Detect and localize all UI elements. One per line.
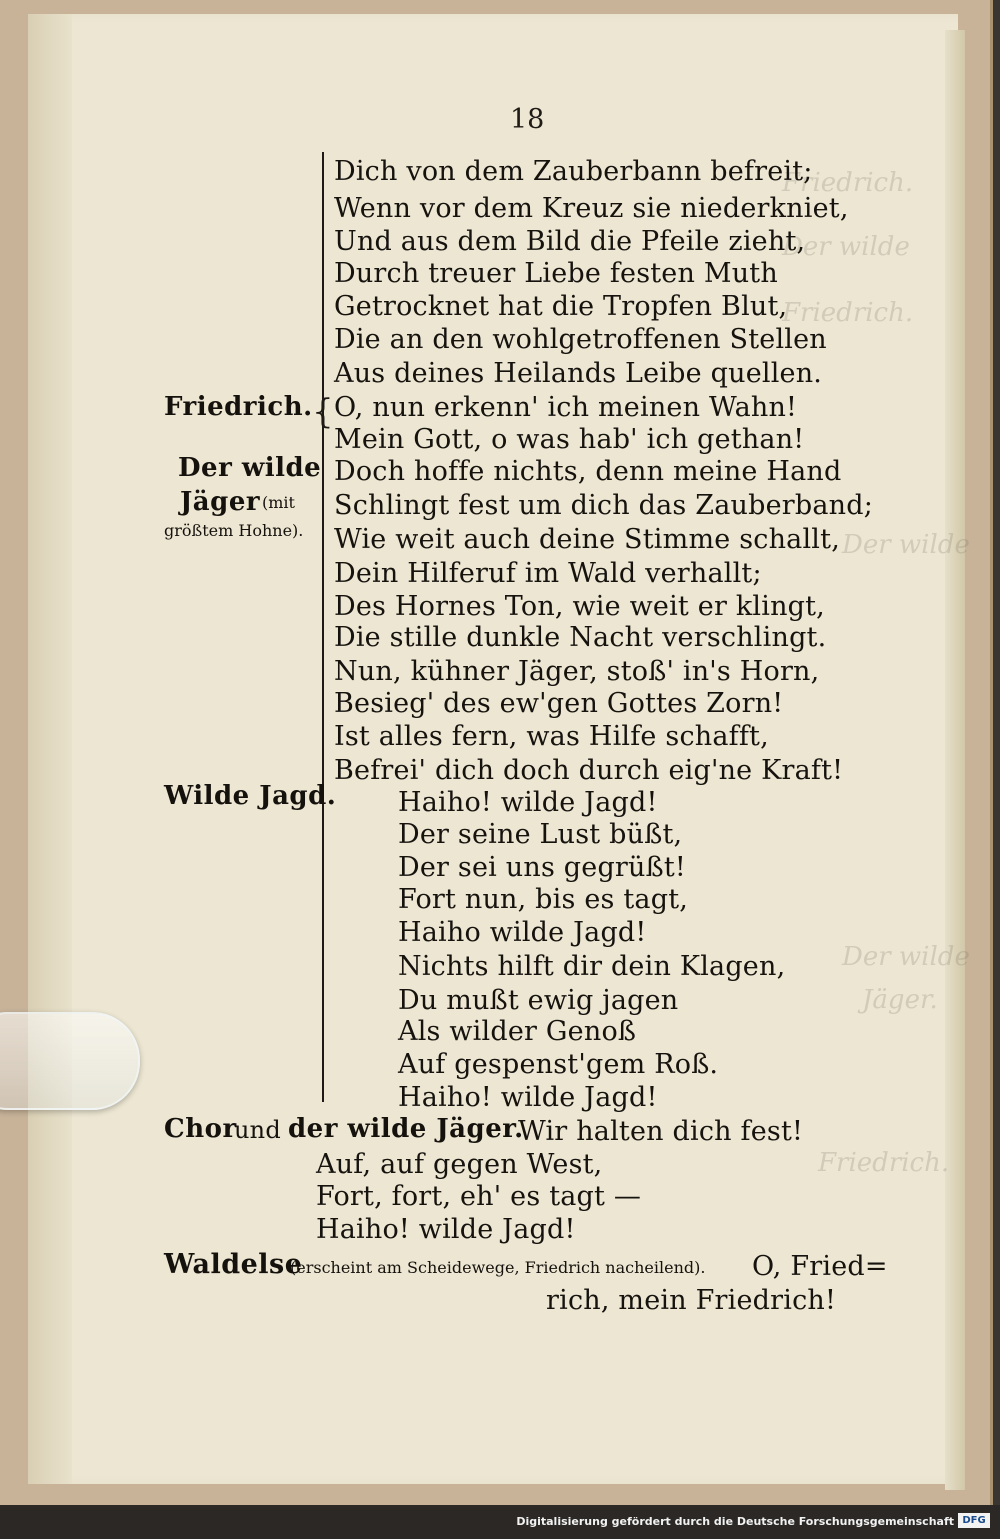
verse-line: Ist alles fern, was Hilfe schafft, xyxy=(334,721,769,752)
speaker-brace: { xyxy=(312,392,334,432)
page-number: 18 xyxy=(510,104,545,135)
song-line: Auf gespenst'gem Roß. xyxy=(398,1049,719,1080)
ghost-text: Friedrich. xyxy=(818,1148,950,1178)
ghost-text: Friedrich. xyxy=(782,168,914,198)
speaker-divider-line xyxy=(322,152,324,1102)
dialogue-line: O, Fried= xyxy=(752,1251,888,1282)
song-line: Haiho wilde Jagd! xyxy=(398,917,647,948)
stage-direction: (erscheint am Scheidewege, Friedrich nacheilend). xyxy=(290,1258,706,1277)
speaker-connector: und xyxy=(234,1116,281,1144)
dfg-logo-icon: DFG xyxy=(958,1513,990,1528)
speaker-wilde-jagd: Wilde Jagd. xyxy=(164,781,337,811)
verse-line: Wie weit auch deine Stimme schallt, xyxy=(334,524,840,555)
verse-line: Dein Hilferuf im Wald verhallt; xyxy=(334,558,762,589)
chorus-line: Wir halten dich fest! xyxy=(518,1116,804,1147)
verse-line: Nun, kühner Jäger, stoß' in's Horn, xyxy=(334,656,820,687)
speaker-friedrich: Friedrich. xyxy=(164,392,313,422)
song-line: Als wilder Genoß xyxy=(398,1016,637,1047)
song-line: Der seine Lust büßt, xyxy=(398,819,683,850)
speaker-jaeger-line1: Der wilde xyxy=(178,453,322,483)
speaker-waldelse: Waldelse xyxy=(164,1249,303,1280)
song-line: Haiho! wilde Jagd! xyxy=(398,1082,658,1113)
song-line: Du mußt ewig jagen xyxy=(398,985,679,1016)
verse-line: Mein Gott, o was hab' ich gethan! xyxy=(334,424,805,455)
verse-line: Dich von dem Zauberbann befreit; xyxy=(334,156,813,187)
dialogue-line: rich, mein Friedrich! xyxy=(546,1285,837,1316)
page-gutter xyxy=(28,14,72,1484)
speaker-jaeger-line2: Jäger xyxy=(180,487,261,517)
verse-line: Wenn vor dem Kreuz sie niederkniet, xyxy=(334,193,849,224)
page-right-edge xyxy=(945,30,965,1490)
song-line: Der sei uns gegrüßt! xyxy=(398,852,686,883)
stage-direction: größtem Hohne). xyxy=(164,521,304,540)
chorus-line: Auf, auf gegen West, xyxy=(316,1149,603,1180)
footer-credit: Digitalisierung gefördert durch die Deutsche Forschungsgemeinschaft xyxy=(516,1515,954,1528)
verse-line: Aus deines Heilands Leibe quellen. xyxy=(334,358,823,389)
verse-line: Doch hoffe nichts, denn meine Hand xyxy=(334,456,842,487)
verse-line: Und aus dem Bild die Pfeile zieht, xyxy=(334,226,806,257)
speaker-der-wilde-jaeger: der wilde Jäger. xyxy=(288,1114,524,1144)
scanner-clip xyxy=(0,1012,140,1110)
ghost-text: Der wilde xyxy=(842,942,970,972)
song-line: Fort nun, bis es tagt, xyxy=(398,884,689,915)
verse-line: Schlingt fest um dich das Zauberband; xyxy=(334,490,874,521)
verse-line: Besieg' des ew'gen Gottes Zorn! xyxy=(334,688,784,719)
verse-line: Durch treuer Liebe festen Muth xyxy=(334,258,778,289)
verse-line: O, nun erkenn' ich meinen Wahn! xyxy=(334,392,798,423)
verse-line: Des Hornes Ton, wie weit er klingt, xyxy=(334,591,825,622)
ghost-text: Friedrich. xyxy=(782,298,914,328)
song-line: Haiho! wilde Jagd! xyxy=(398,787,658,818)
song-line: Nichts hilft dir dein Klagen, xyxy=(398,951,786,982)
verse-line: Die stille dunkle Nacht verschlingt. xyxy=(334,622,827,653)
ghost-text: Jäger. xyxy=(862,985,938,1015)
speaker-chor: Chor xyxy=(164,1114,237,1144)
stage-direction: (mit xyxy=(262,493,295,512)
verse-line: Befrei' dich doch durch eig'ne Kraft! xyxy=(334,755,844,786)
verse-line: Die an den wohlgetroffenen Stellen xyxy=(334,324,827,355)
ghost-text: Der wilde xyxy=(782,232,910,262)
chorus-line: Fort, fort, eh' es tagt — xyxy=(316,1181,642,1212)
verse-line: Getrocknet hat die Tropfen Blut, xyxy=(334,291,788,322)
ghost-text: Der wilde xyxy=(842,530,970,560)
chorus-line: Haiho! wilde Jagd! xyxy=(316,1214,576,1245)
